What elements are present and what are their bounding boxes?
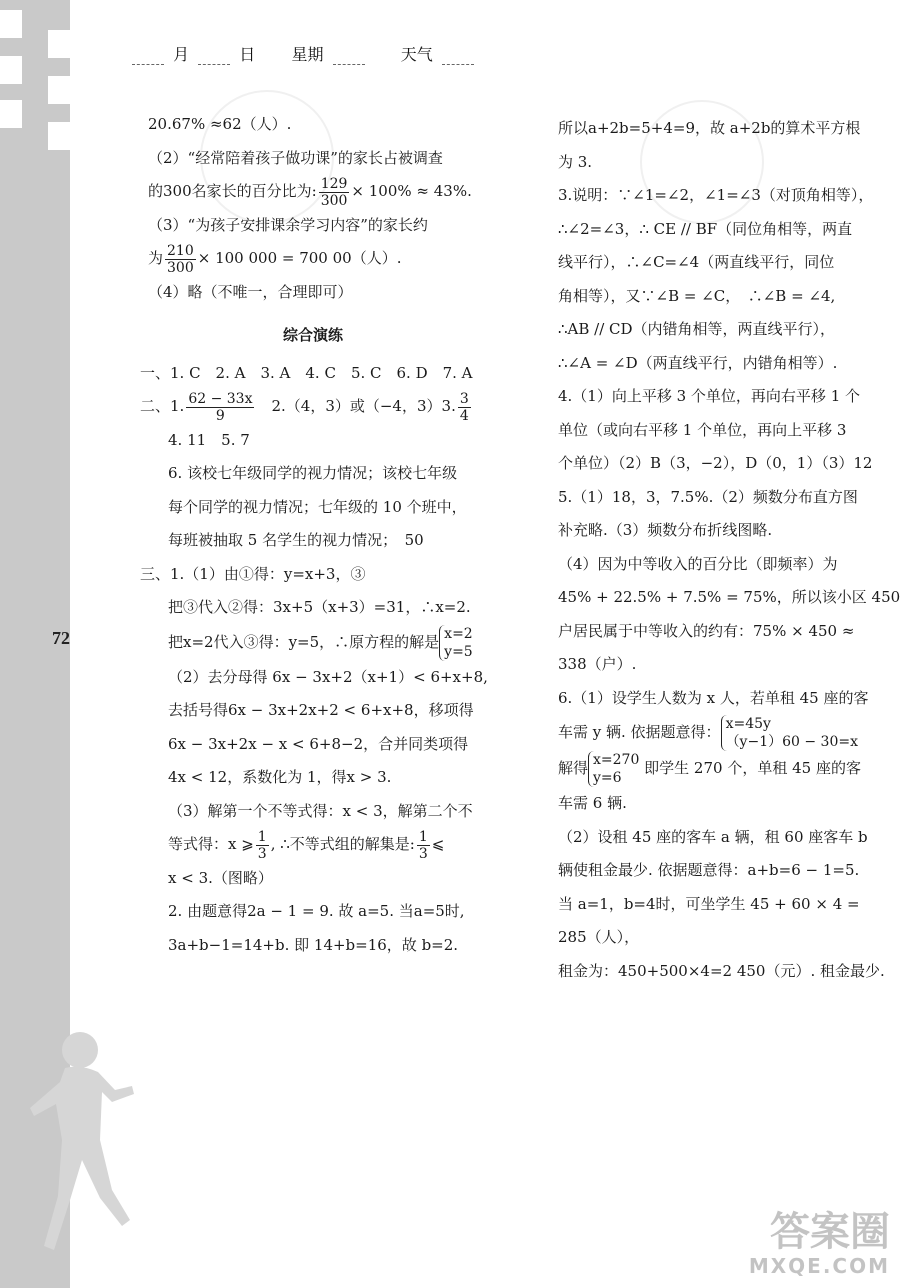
answer-line: 的300名家长的百分比为: $\frac{129}{300}$ × 100% ≈ 43%. <box>148 175 472 209</box>
answer-line: 角相等），又∵∠B = ∠C， ∴∠B = ∠4, <box>558 286 836 305</box>
answer-line: 把x=2代入③得：y=5，∴原方程的解是 x=2 y=5 <box>168 625 473 660</box>
strip-notch <box>48 122 70 150</box>
right-column <box>558 112 900 988</box>
answer-line: （2）去分母得 6x − 3x+2（x+1）< 6+x+8, <box>168 667 488 686</box>
answer-line: 为 3. <box>558 152 593 171</box>
answer-line: 去括号得6x − 3x+2x+2 < 6+x+8，移项得 <box>168 701 474 719</box>
answer-line: 2. 由题意得2a − 1 = 9. 故 a=5. 当a=5时, <box>168 902 465 920</box>
strip-notch <box>0 100 22 128</box>
strip-notch <box>48 76 70 104</box>
answer-line: 一、1. C 2. A 3. A 4. C 5. C 6. D 7. A <box>140 363 473 382</box>
answer-line: ∴∠2=∠3，∴ CE // BF（同位角相等，两直 <box>558 219 853 238</box>
equation-system: x=2 y=5 <box>439 625 473 661</box>
answer-line: 4.（1）向上平移 3 个单位，再向右平移 1 个 <box>558 387 861 405</box>
answer-line: 当 a=1，b=4时，可坐学生 45 + 60 × 4 = <box>558 894 860 913</box>
answer-line: 6x − 3x+2x − x < 6+8−2，合并同类项得 <box>168 734 469 753</box>
left-column <box>140 108 518 962</box>
day-label: 日 <box>239 45 256 64</box>
equation-system: x=45y （y−1）60 − 30=x <box>721 715 858 751</box>
answer-line: 每班被抽取 5 名学生的视力情况； 50 <box>168 531 424 549</box>
fraction: $\frac{210}{300}$ <box>167 242 194 276</box>
child-silhouette-illustration <box>20 1020 140 1280</box>
date-weather-header <box>128 42 478 65</box>
answer-line: 3a+b−1=14+b. 即 14+b=16，故 b=2. <box>168 935 459 954</box>
strip-notch <box>0 10 22 38</box>
answer-line: 把③代入②得：3x+5（x+3）=31，∴x=2. <box>168 598 471 616</box>
answer-line: 20.67% ≈62（人）. <box>148 115 292 133</box>
answer-line: ∴AB // CD（内错角相等，两直线平行）， <box>558 320 836 338</box>
strip-notch <box>48 30 70 58</box>
answer-line: 车需 y 辆. 依据题意得： x=45y （y−1）60 − 30=x <box>558 716 858 750</box>
answer-line: （4）因为中等收入的百分比（即频率）为 <box>558 554 838 573</box>
weekday-label: 星期 <box>291 45 324 64</box>
answer-line: 285（人）， <box>558 928 640 946</box>
section-title: 综合演练 <box>282 326 343 344</box>
strip-notch <box>0 56 22 84</box>
answer-line: 6. 该校七年级同学的视力情况；该校七年级 <box>168 464 458 482</box>
fraction: $\frac{62 - 33x}{9}$ <box>188 390 253 424</box>
answer-line: （4）略（不唯一，合理即可） <box>148 282 353 301</box>
answer-line: 解得 x=270 y=6 即学生 270 个，单租 45 座的客 <box>558 752 861 786</box>
answer-line: 个单位）（2）B（3，−2），D（0，1）（3）12 <box>558 454 873 472</box>
answer-line: 为 $\frac{210}{300}$ × 100 000 = 700 00（人）. <box>148 242 402 276</box>
answer-line: x < 3.（图略） <box>168 868 273 887</box>
answer-line: 338（户）. <box>558 655 637 673</box>
equation-system: x=270 y=6 <box>588 751 639 787</box>
answer-line: 补充略.（3）频数分布折线图略. <box>558 521 773 539</box>
answer-line: 单位（或向右平移 1 个单位，再向上平移 3 <box>558 420 847 439</box>
blank-line <box>442 54 474 65</box>
answer-line: 45% + 22.5% + 7.5% = 75%，所以该小区 450 <box>558 588 900 606</box>
answer-line: （3）解第一个不等式得：x < 3，解第二个不 <box>168 801 473 820</box>
answer-line: 三、1.（1）由①得：y=x+3，③ <box>140 564 366 583</box>
fraction: $\frac{129}{300}$ <box>320 175 348 209</box>
answer-line: ∴∠A = ∠D（两直线平行，内错角相等）. <box>558 353 838 372</box>
answer-line: 4. 11 5. 7 <box>168 430 250 449</box>
fraction: $\frac{1}{3}$ <box>418 828 428 862</box>
answer-line: 5.（1）18，3，7.5%.（2）频数分布直方图 <box>558 487 858 506</box>
answer-line: （2）“经常陪着孩子做功课”的家长占被调查 <box>148 148 443 167</box>
answer-line: 车需 6 辆. <box>558 794 627 812</box>
answer-line: 户居民属于中等收入的约有：75% × 450 ≈ <box>558 621 855 640</box>
answer-line: 4x < 12，系数化为 1，得x > 3. <box>168 768 392 786</box>
answer-line: 3.说明：∵∠1=∠2，∠1=∠3（对顶角相等）， <box>558 186 874 204</box>
answer-line: 辆使租金最少. 依据题意得：a+b=6 − 1=5. <box>558 861 860 879</box>
answer-line: 二、1. $\frac{62 - 33x}{9}$ 2.（4，3）或（−4，3）3. $\frac{3}{4}$ <box>140 390 469 424</box>
answer-line: 每个同学的视力情况；七年级的 10 个班中， <box>168 497 467 516</box>
answer-line: 所以a+2b=5+4=9，故 a+2b的算术平方根 <box>558 119 861 137</box>
blank-line <box>132 54 164 65</box>
answer-line: （3）“为孩子安排课余学习内容”的家长约 <box>148 215 428 234</box>
weather-label: 天气 <box>400 45 433 64</box>
page-number: 72 <box>52 628 70 648</box>
answer-line: 线平行），∴∠C=∠4（两直线平行，同位 <box>558 253 835 271</box>
answer-line: 租金为：450+500×4=2 450（元）. 租金最少. <box>558 961 885 980</box>
answer-line: 6.（1）设学生人数为 x 人，若单租 45 座的客 <box>558 688 869 707</box>
answer-line: （2）设租 45 座的客车 a 辆，租 60 座客车 b <box>558 827 868 846</box>
month-label: 月 <box>173 45 190 64</box>
blank-line <box>198 54 230 65</box>
answer-line: 等式得：x ⩾ $\frac{1}{3}$ , ∴不等式组的解集是: $\frac{1}{3}$ ⩽ <box>168 828 445 862</box>
watermark-logo: 答案圈 MXQE.COM <box>748 1209 890 1278</box>
fraction: $\frac{3}{4}$ <box>459 390 469 424</box>
fraction: $\frac{1}{3}$ <box>257 828 267 862</box>
blank-line <box>333 54 365 65</box>
